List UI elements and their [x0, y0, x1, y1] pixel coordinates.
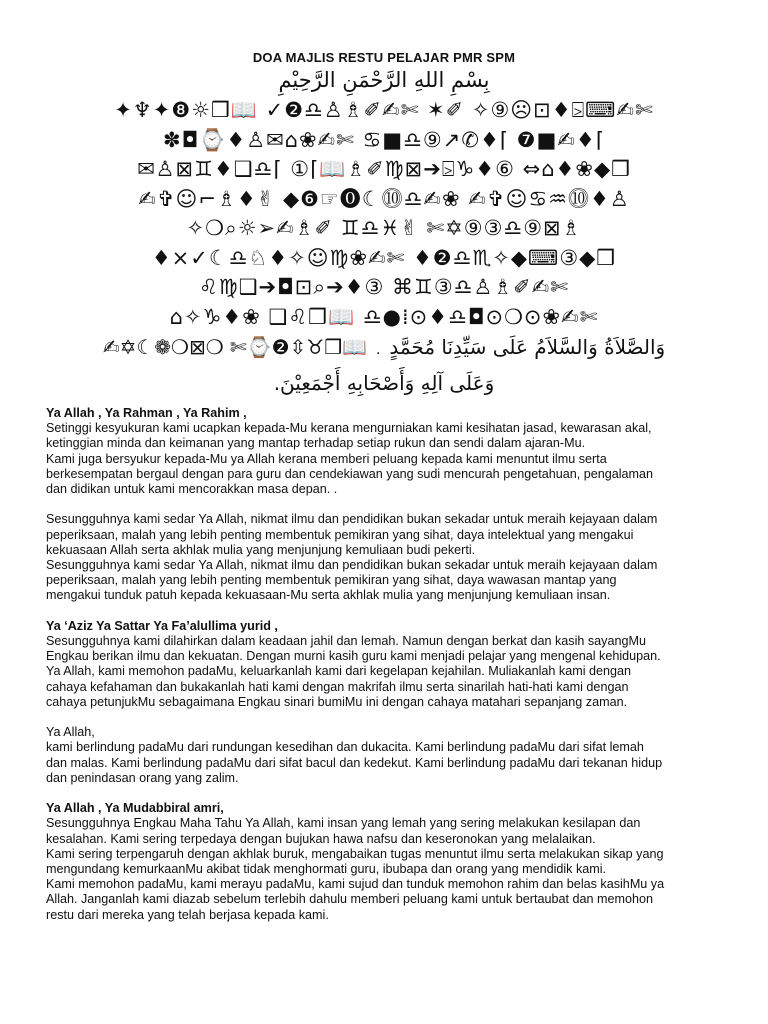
closing-arabic-text: وَعَلَى آلِهِ وَأَصْحَابِهِ أَجْمَعِيْنَ. — [273, 371, 495, 395]
encoded-symbol-text-block — [40, 96, 728, 332]
separator-dot: . — [376, 341, 381, 358]
body-line: cahaya petunjukMu sebagaimana Engkau sinari bumiMu ini dengan cahaya matahari sepanjang zaman. — [46, 694, 628, 709]
section-heading: Ya Allah , Ya Rahman , Ya Rahim , — [46, 406, 247, 420]
encoded-symbol-line: ✽◘⌚♦♙✉⌂❀✍✄ ♋■♎⑨↗✆♦⌈ ❼■✍♦⌈ — [163, 127, 605, 152]
body-line: kami berlindung padaMu dari rundungan kesedihan dan dukacita. Kami berlindung padaMu dari sifat lemah — [46, 740, 644, 755]
body-line: Sesungguhnya Engkau Maha Tahu Ya Allah, kami insan yang lemah yang sering melakukan kesilapan dan — [46, 816, 641, 831]
section-heading: Ya Allah , Ya Mudabbiral amri, — [46, 801, 224, 816]
body-line: ketinggian minda dan keimanan yang mantap terhadap setiap rukun dan sendi dalam ajaran-Mu. — [46, 436, 586, 451]
body-line: Kami sering terpengaruh dengan akhlak buruk, mengabaikan tugas menuntut ilmu serta melakukan sikap yang — [46, 846, 664, 861]
bismillah-text: بِسْمِ اللهِ الرَّحْمَنِ الرَّحِيْمِ — [278, 68, 490, 92]
body-line: Sesungguhnya kami dilahirkan dalam keadaan jahil dan lemah. Namun dengan berkat dan kasih sayangMu — [46, 634, 646, 649]
encoded-symbol-line: ✍✞☺⌐♗♦✌ ◆❻☞⓿☾⓾♎✍❀ ✍✞☺♋♒⓾♦♙ — [138, 186, 630, 211]
paragraph-gap — [46, 497, 736, 512]
encoded-symbol-line: ✉♙⊠♊♦❑♎⌈ ①⌈📖♗✐♍⊠➔⍄♑♦⑥ ⇔⌂♦❀◆❒ — [137, 157, 631, 181]
body-line: peperiksaan, malah yang lebih penting membentuk pemikiran yang sihat, daya wawasan mantap yang — [46, 573, 617, 588]
encoded-symbol-line: ♌♍❑➔◘⊡⌕➔♦③ ⌘♊③♎♙♗✐✍✄ — [199, 275, 569, 299]
body-line: Ya Allah, — [46, 725, 95, 740]
body-line: dan penindasan orang yang zalim. — [46, 770, 239, 785]
body-line: berkesempatan bergaul dengan para guru dan cendekiawan yang sudi mencurah pengetahuan, pengalaman — [46, 466, 654, 481]
document-title: DOA MAJLIS RESTU PELAJAR PMR SPM — [252, 50, 516, 65]
body-line: Sesungguhnya kami sedar Ya Allah, nikmat ilmu dan pendidikan bukan sekadar untuk meraih kejayaan dalam — [46, 558, 658, 573]
prayer-body — [46, 406, 736, 923]
body-line: Kami memohon padaMu, kami merayu padaMu, kami sujud dan tunduk memohon rahim dan belas kasihMu ya — [46, 877, 665, 892]
salawat-line — [40, 332, 728, 362]
body-line: Engkau berikan ilmu dan kekuatan. Dengan murni kasih guru kami menjadi pelajar yang mengenal kehidupan. — [46, 649, 661, 664]
paragraph-gap — [46, 604, 736, 619]
encoded-symbol-line: ✧❍⌕☼➢✍♗✐ ♊♎♓✌ ✄✡⑨③♎⑨⊠♗ — [186, 216, 582, 240]
body-line: Allah. Janganlah kami diazab sebelum terlebih dahulu memberi peluang kami untuk bertaubat dan memohon — [46, 892, 653, 907]
section-heading: Ya ‘Aziz Ya Sattar Ya Fa’alullima yurid , — [46, 618, 278, 633]
encoded-symbol-line: ⌂✧♑♦❀ ❑♌❒📖 ♎●⁞⊙♦♎◘⊙❍⊙❀✍✄ — [169, 304, 599, 329]
body-line: dan malas. Kami berlindung padaMu dari sifat bacul dan kedekut. Kami berlindung padaMu dari tekanan hidup — [46, 755, 663, 770]
encoded-symbol-line: ✦♆✦❽☼❒📖 ✓❷♎♙♗✐✍✄ ✶✐ ✧⑨☹⊡♦⍄⌨✍✄ — [114, 98, 654, 122]
body-line: Ya Allah, kami memohon padaMu, keluarkanlah kami dari kegelapan kejahilan. Muliakanlah kami dengan — [46, 664, 632, 679]
body-line: peperiksaan, malah yang lebih penting membentuk pemikiran yang sihat, daya intelektual yang mengakui — [46, 527, 634, 542]
body-line: restu dari mereka yang telah berjasa kepada kami. — [46, 907, 329, 922]
body-line: Kami juga bersyukur kepada-Mu ya Allah kerana memberi peluang kepada kami menuntut ilmu serta — [46, 451, 607, 466]
salawat-arabic: وَالصَّلاَةُ وَالسَّلاَمُ عَلَى سَيِّدِنَا مُحَمَّدٍ — [389, 335, 666, 359]
paragraph-gap — [46, 786, 736, 801]
encoded-symbol-text: ✍✡☾❁❍⊠❍ ✄⌚❷⇳♉❒📖 — [102, 335, 368, 359]
body-line: mengakui tunduk patuh kepada kekuasaan-Mu serta akhlak mulia yang menjunjung kemuliaan insan. — [46, 588, 611, 603]
body-line: kesalahan. Kami sering terpedaya dengan bujukan hawa nafsu dan keseronokan yang melalaikan. — [46, 831, 596, 846]
body-line: dan didikan untuk kami mencorakkan masa depan. . — [46, 482, 338, 497]
body-line: cahaya kefahaman dan bukakanlah hati kami dengan makrifah ilmu serta sinarilah hati-hati kami dengan — [46, 679, 629, 694]
body-line: Setinggi kesyukuran kami ucapkan kepada-Mu kerana mengurniakan kami kesihatan jasad, kewarasan akal, — [46, 421, 652, 436]
encoded-symbol-line: ♦×✓☾♎♘♦✧☺♍❀✍✄ ♦❷♎♏✧◆⌨③◆❒ — [151, 245, 617, 270]
body-line: mengundang kemurkaanMu akibat tidak menghormati guru, ibubapa dan orang yang mendidik kami. — [46, 862, 607, 877]
body-line: Sesungguhnya kami sedar Ya Allah, nikmat ilmu dan pendidikan bukan sekadar untuk meraih kejayaan dalam — [46, 512, 658, 527]
body-line: kekuasaan Allah serta akhlak mulia yang menjunjung kemuliaan budi pekerti. — [46, 542, 476, 557]
paragraph-gap — [46, 710, 736, 725]
